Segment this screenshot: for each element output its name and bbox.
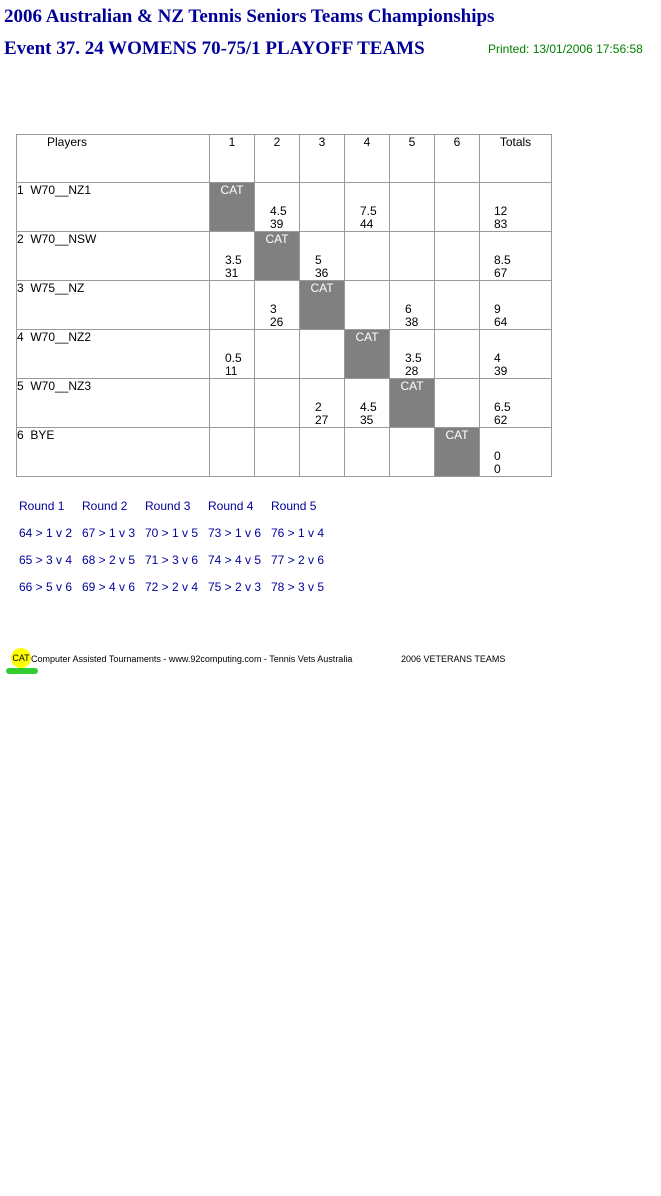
rubbers-won: 4.5: [270, 204, 287, 218]
totals-cell: [480, 232, 552, 281]
score-cell: [345, 379, 390, 428]
games-won: 27: [315, 413, 329, 427]
score-cell: [255, 379, 300, 428]
totals-values: [480, 232, 551, 280]
round-schedule: [19, 499, 334, 607]
score-cell: [210, 281, 255, 330]
player-number: 1: [17, 183, 24, 197]
cat-self-cell: CAT: [300, 281, 345, 330]
score-values: [300, 232, 344, 280]
player-name: BYE: [30, 428, 55, 442]
match-entry: 75 > 2 v 3: [208, 580, 262, 594]
score-cell: [345, 281, 390, 330]
footer: [8, 648, 528, 678]
player-row: [17, 183, 552, 232]
player-name-cell: [17, 232, 210, 281]
score-values: [300, 379, 344, 427]
col-header-3: 3: [300, 135, 345, 183]
score-values: [210, 232, 254, 280]
player-name: W70__NZ2: [30, 330, 92, 344]
games-won: 39: [270, 217, 284, 231]
totals-cell: [480, 379, 552, 428]
rubbers-won: 4.5: [360, 400, 377, 414]
cat-self-cell: CAT: [435, 428, 480, 477]
score-values: [390, 183, 434, 205]
total-rubbers: 0: [494, 449, 501, 463]
score-cell: [300, 428, 345, 477]
games-won: 26: [270, 315, 284, 329]
round-matches-row: [19, 553, 334, 580]
score-values: [210, 379, 254, 401]
rubbers-won: 0.5: [225, 351, 242, 365]
round-header-row: [19, 499, 334, 526]
col-header-4: 4: [345, 135, 390, 183]
player-row: [17, 330, 552, 379]
totals-values: [480, 330, 551, 378]
event-title: Event 37. 24 WOMENS 70-75/1 PLAYOFF TEAMS: [4, 38, 425, 59]
score-cell: [435, 232, 480, 281]
player-name: W70__NZ1: [30, 183, 92, 197]
match-entry: 71 > 3 v 6: [145, 553, 199, 567]
score-cell: [300, 232, 345, 281]
score-cell: [345, 232, 390, 281]
match-entry: 64 > 1 v 2: [19, 526, 73, 540]
totals-values: [480, 281, 551, 329]
player-number: 6: [17, 428, 24, 442]
player-row: [17, 379, 552, 428]
page-title: 2006 Australian & NZ Tennis Seniors Teams Championships: [4, 6, 495, 27]
col-header-6: 6: [435, 135, 480, 183]
player-number: 5: [17, 379, 24, 393]
cat-self-cell: CAT: [390, 379, 435, 428]
player-name-cell: [17, 428, 210, 477]
score-values: [435, 379, 479, 401]
player-row: [17, 232, 552, 281]
score-cell: [255, 330, 300, 379]
cat-self-cell: CAT: [345, 330, 390, 379]
score-cell: [210, 428, 255, 477]
round-header: Round 4: [208, 499, 254, 513]
score-values: [390, 281, 434, 329]
player-row: [17, 281, 552, 330]
score-values: [435, 183, 479, 205]
player-name-cell: [17, 281, 210, 330]
rubbers-won: 6: [405, 302, 412, 316]
score-cell: [435, 281, 480, 330]
match-entry: 76 > 1 v 4: [271, 526, 325, 540]
col-header-2: 2: [255, 135, 300, 183]
score-cell: [345, 428, 390, 477]
score-values: [435, 232, 479, 254]
footer-event-name: 2006 VETERANS TEAMS: [401, 654, 506, 664]
totals-header: Totals: [480, 135, 552, 183]
match-entry: 65 > 3 v 4: [19, 553, 73, 567]
match-entry: 66 > 5 v 6: [19, 580, 73, 594]
cat-self-cell: CAT: [210, 183, 255, 232]
games-won: 44: [360, 217, 374, 231]
results-grid: [16, 134, 552, 477]
score-cell: [300, 379, 345, 428]
rubbers-won: 3.5: [225, 253, 242, 267]
score-values: [210, 428, 254, 450]
cat-self-cell: CAT: [255, 232, 300, 281]
match-entry: 74 > 4 v 5: [208, 553, 262, 567]
score-cell: [435, 379, 480, 428]
totals-cell: [480, 183, 552, 232]
games-won: 28: [405, 364, 419, 378]
score-cell: [435, 330, 480, 379]
grid-header-row: [17, 135, 552, 183]
games-won: 11: [225, 364, 238, 378]
round-header: Round 5: [271, 499, 317, 513]
total-games: 64: [494, 315, 508, 329]
match-entry: 72 > 2 v 4: [145, 580, 199, 594]
total-rubbers: 9: [494, 302, 501, 316]
games-won: 35: [360, 413, 374, 427]
score-values: [255, 281, 299, 329]
score-cell: [345, 183, 390, 232]
match-entry: 69 > 4 v 6: [82, 580, 136, 594]
score-values: [300, 428, 344, 450]
totals-cell: [480, 428, 552, 477]
rubbers-won: 5: [315, 253, 322, 267]
score-values: [345, 232, 389, 254]
total-rubbers: 8.5: [494, 253, 511, 267]
rubbers-won: 3: [270, 302, 277, 316]
score-cell: [300, 330, 345, 379]
score-values: [255, 183, 299, 231]
score-values: [255, 428, 299, 450]
total-rubbers: 12: [494, 204, 508, 218]
score-values: [435, 281, 479, 303]
rubbers-won: 3.5: [405, 351, 422, 365]
totals-cell: [480, 330, 552, 379]
score-values: [390, 232, 434, 254]
score-values: [210, 281, 254, 303]
score-cell: [210, 330, 255, 379]
total-rubbers: 6.5: [494, 400, 511, 414]
score-values: [345, 183, 389, 231]
score-values: [390, 428, 434, 450]
games-won: 31: [225, 266, 239, 280]
score-values: [345, 428, 389, 450]
player-number: 4: [17, 330, 24, 344]
score-cell: [210, 232, 255, 281]
round-header: Round 2: [82, 499, 128, 513]
score-cell: [210, 379, 255, 428]
rubbers-won: 2: [315, 400, 322, 414]
total-games: 83: [494, 217, 508, 231]
totals-values: [480, 183, 551, 231]
player-number: 3: [17, 281, 24, 295]
printed-timestamp: Printed: 13/01/2006 17:56:58: [488, 42, 643, 56]
games-won: 38: [405, 315, 419, 329]
match-entry: 73 > 1 v 6: [208, 526, 262, 540]
player-name-cell: [17, 330, 210, 379]
match-entry: 70 > 1 v 5: [145, 526, 199, 540]
players-header: Players: [17, 135, 210, 183]
score-values: [435, 330, 479, 352]
score-cell: [390, 183, 435, 232]
score-values: [390, 330, 434, 378]
score-cell: [255, 428, 300, 477]
match-entry: 68 > 2 v 5: [82, 553, 136, 567]
score-values: [345, 379, 389, 427]
round-matches-row: [19, 526, 334, 553]
total-games: 39: [494, 364, 508, 378]
totals-values: [480, 428, 551, 476]
round-header: Round 3: [145, 499, 191, 513]
score-cell: [255, 183, 300, 232]
match-entry: 67 > 1 v 3: [82, 526, 136, 540]
player-name: W70__NSW: [30, 232, 97, 246]
total-games: 67: [494, 266, 508, 280]
cat-logo-icon: CAT: [11, 648, 31, 668]
footer-credits: Computer Assisted Tournaments - www.92computing.com - Tennis Vets Australia: [31, 654, 353, 664]
score-cell: [390, 428, 435, 477]
player-name-cell: [17, 183, 210, 232]
score-cell: [390, 281, 435, 330]
totals-values: [480, 379, 551, 427]
match-entry: 78 > 3 v 5: [271, 580, 325, 594]
col-header-5: 5: [390, 135, 435, 183]
total-rubbers: 4: [494, 351, 501, 365]
score-values: [345, 281, 389, 303]
score-cell: [435, 183, 480, 232]
score-cell: [390, 330, 435, 379]
logo-underline: [6, 668, 38, 674]
player-name: W70__NZ3: [30, 379, 92, 393]
totals-cell: [480, 281, 552, 330]
score-values: [300, 330, 344, 352]
score-values: [210, 330, 254, 378]
player-name-cell: [17, 379, 210, 428]
player-number: 2: [17, 232, 24, 246]
player-row: [17, 428, 552, 477]
rubbers-won: 7.5: [360, 204, 377, 218]
score-cell: [390, 232, 435, 281]
player-name: W75__NZ: [30, 281, 85, 295]
total-games: 62: [494, 413, 508, 427]
score-cell: [300, 183, 345, 232]
round-header: Round 1: [19, 499, 65, 513]
score-values: [255, 379, 299, 401]
score-cell: [255, 281, 300, 330]
games-won: 36: [315, 266, 329, 280]
total-games: 0: [494, 462, 501, 476]
match-entry: 77 > 2 v 6: [271, 553, 325, 567]
round-matches-row: [19, 580, 334, 607]
score-values: [255, 330, 299, 352]
score-values: [300, 183, 344, 205]
col-header-1: 1: [210, 135, 255, 183]
